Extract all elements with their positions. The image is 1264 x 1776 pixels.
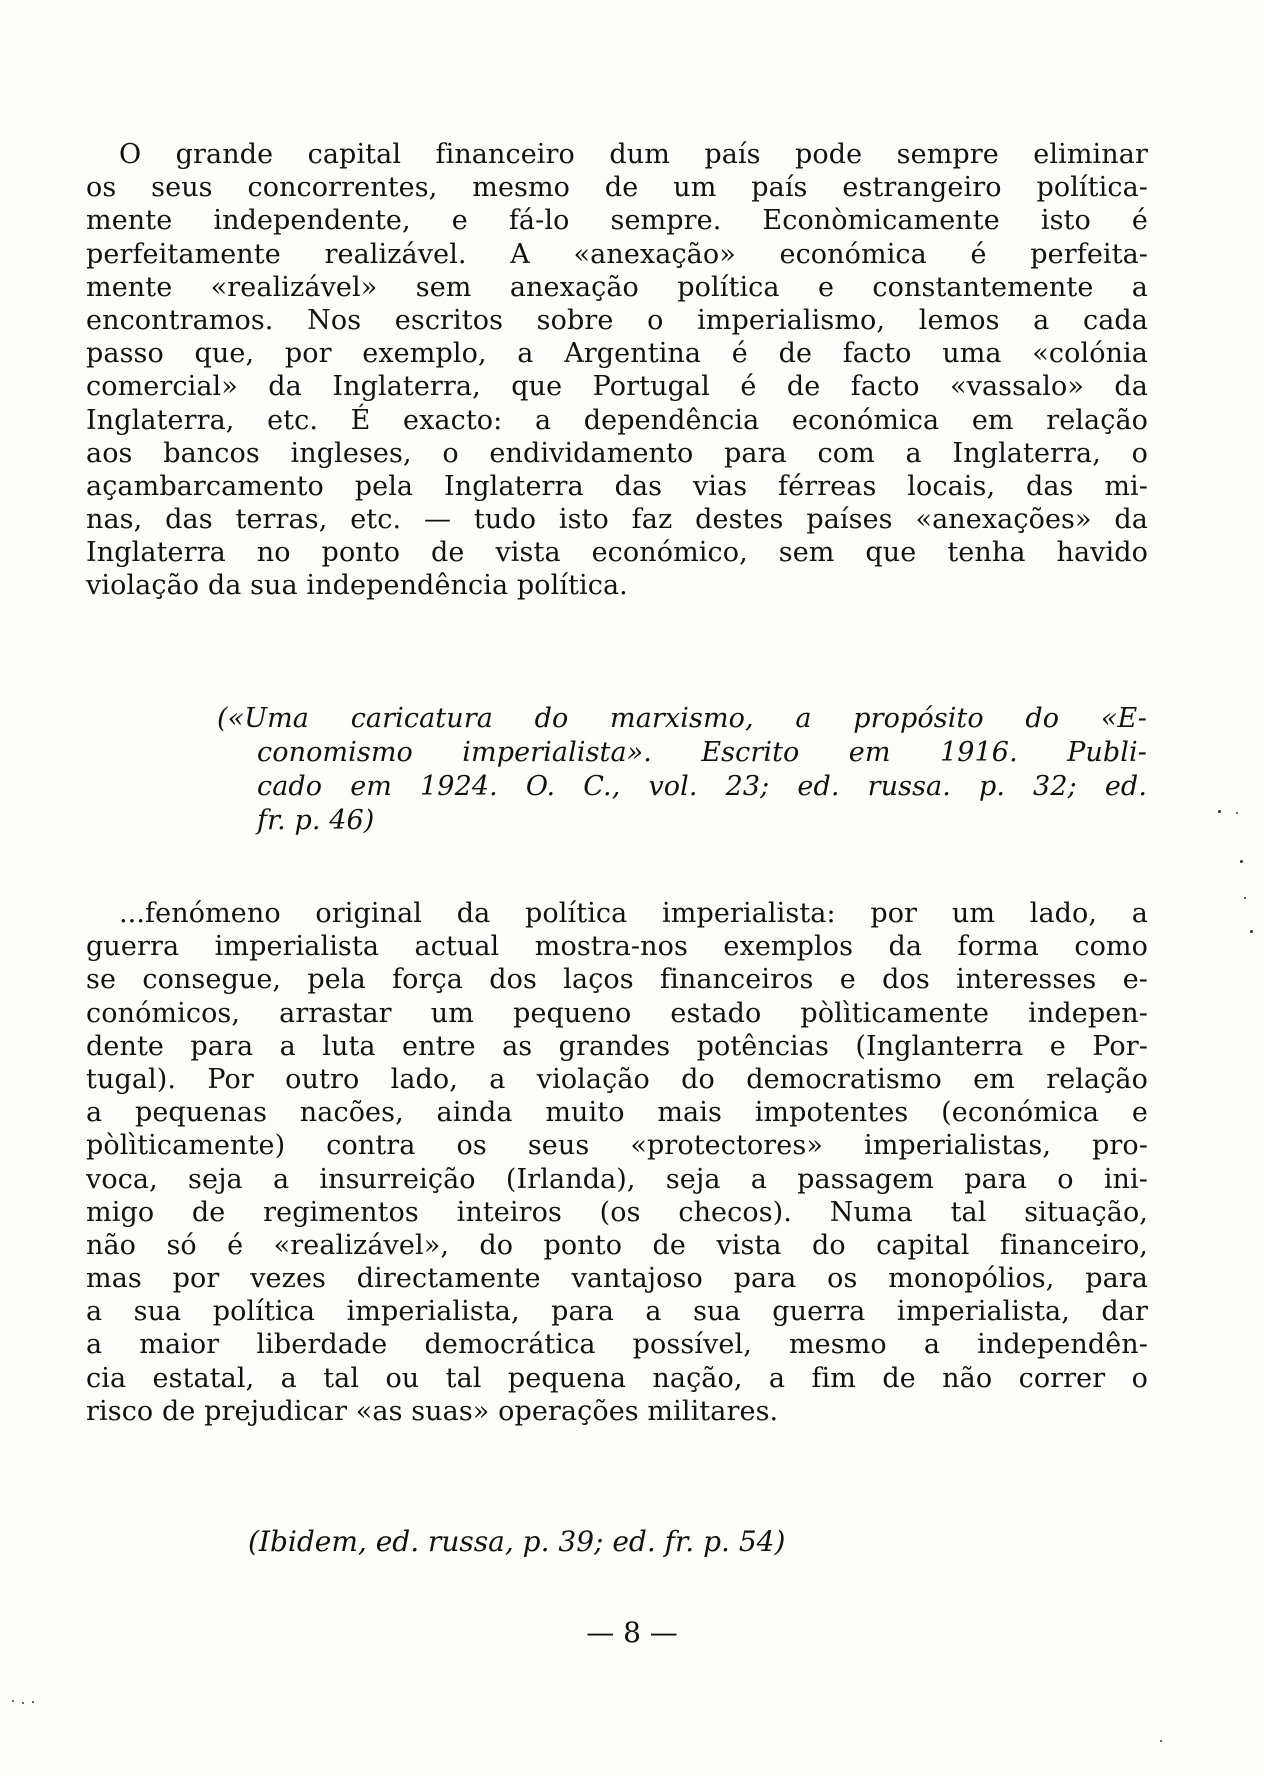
scan-speck xyxy=(32,1701,34,1703)
text-line: guerra imperialista actual mostra-nos exemplos da forma como xyxy=(86,931,1148,963)
text-line: conómicos, arrastar um pequeno estado pòlìticamente indepen- xyxy=(86,997,1148,1029)
scan-speck xyxy=(12,1700,14,1702)
text-line: comercial» da Inglaterra, que Portugal é de facto «vassalo» da xyxy=(86,371,1148,403)
text-line: violação da sua independência política. xyxy=(86,570,628,602)
text-line: risco de prejudicar «as suas» operações militares. xyxy=(86,1395,779,1427)
text-line: ...fenómeno original da política imperialista: por um lado, a xyxy=(119,898,1148,929)
citation-line: cado em 1924. O. C., vol. 23; ed. russa. p. 32; ed. xyxy=(257,771,1147,802)
citation-line: fr. p. 46) xyxy=(257,805,375,836)
page-number: — 8 — xyxy=(586,1616,678,1649)
citation-line: («Uma caricatura do marxismo, a propósito do «E- xyxy=(217,703,1147,734)
text-line: mas por vezes directamente vantajoso para os monopólios, para xyxy=(86,1263,1148,1295)
text-line: passo que, por exemplo, a Argentina é de facto uma «colónia xyxy=(86,338,1148,370)
text-line: mente «realizável» sem anexação política e constantemente a xyxy=(86,271,1148,303)
paragraph-2 xyxy=(86,897,1148,1428)
citation-2: (Ibidem, ed. russa, p. 39; ed. fr. p. 54) xyxy=(248,1525,786,1558)
text-line: não só é «realizável», do ponto de vista do capital financeiro, xyxy=(86,1229,1148,1261)
scan-speck xyxy=(22,1702,24,1704)
text-line: pòlìticamente) contra os seus «protectores» imperialistas, pro- xyxy=(86,1130,1148,1162)
text-line: açambarcamento pela Inglaterra das vias férreas locais, das mi- xyxy=(86,470,1148,502)
text-line: cia estatal, a tal ou tal pequena nação, a fim de não correr o xyxy=(86,1362,1148,1394)
text-line: a maior liberdade democrática possível, mesmo a independên- xyxy=(86,1329,1148,1361)
scan-speck xyxy=(1244,897,1246,899)
text-line: migo de regimentos inteiros (os checos). Numa tal situação, xyxy=(86,1196,1148,1228)
text-line: Inglaterra no ponto de vista económico, sem que tenha havido xyxy=(86,537,1148,569)
text-line: a sua política imperialista, para a sua guerra imperialista, dar xyxy=(86,1296,1148,1328)
text-line: mente independente, e fá-lo sempre. Econòmicamente isto é xyxy=(86,205,1148,237)
text-line: encontramos. Nos escritos sobre o imperialismo, lemos a cada xyxy=(86,304,1148,336)
text-line: a pequenas nacões, ainda muito mais impotentes (económica e xyxy=(86,1097,1148,1129)
text-line: aos bancos ingleses, o endividamento para com a Inglaterra, o xyxy=(86,437,1148,469)
citation-line: conomismo imperialista». Escrito em 1916. Publi- xyxy=(257,737,1147,768)
text-line: os seus concorrentes, mesmo de um país estrangeiro política- xyxy=(86,172,1148,204)
paragraph-1 xyxy=(86,138,1148,603)
scan-speck xyxy=(1250,930,1253,933)
citation-1 xyxy=(217,702,1147,838)
text-line: voca, seja a insurreição (Irlanda), seja a passagem para o ini- xyxy=(86,1163,1148,1195)
text-line: nas, das terras, etc. — tudo isto faz destes países «anexações» da xyxy=(86,504,1148,536)
text-line: dente para a luta entre as grandes potências (Inglanterra e Por- xyxy=(86,1030,1148,1062)
text-line: se consegue, pela força dos laços financeiros e dos interesses e- xyxy=(86,964,1148,996)
scan-speck xyxy=(1160,1740,1162,1742)
text-line: tugal). Por outro lado, a violação do democratismo em relação xyxy=(86,1063,1148,1095)
text-line: perfeitamente realizável. A «anexação» económica é perfeita- xyxy=(86,238,1148,270)
text-line: Inglaterra, etc. É exacto: a dependência económica em relação xyxy=(86,404,1148,436)
scan-speck xyxy=(1236,812,1238,814)
scan-speck xyxy=(1218,810,1221,813)
text-line: O grande capital financeiro dum país pode sempre eliminar xyxy=(119,139,1148,170)
scan-speck xyxy=(1240,860,1243,863)
